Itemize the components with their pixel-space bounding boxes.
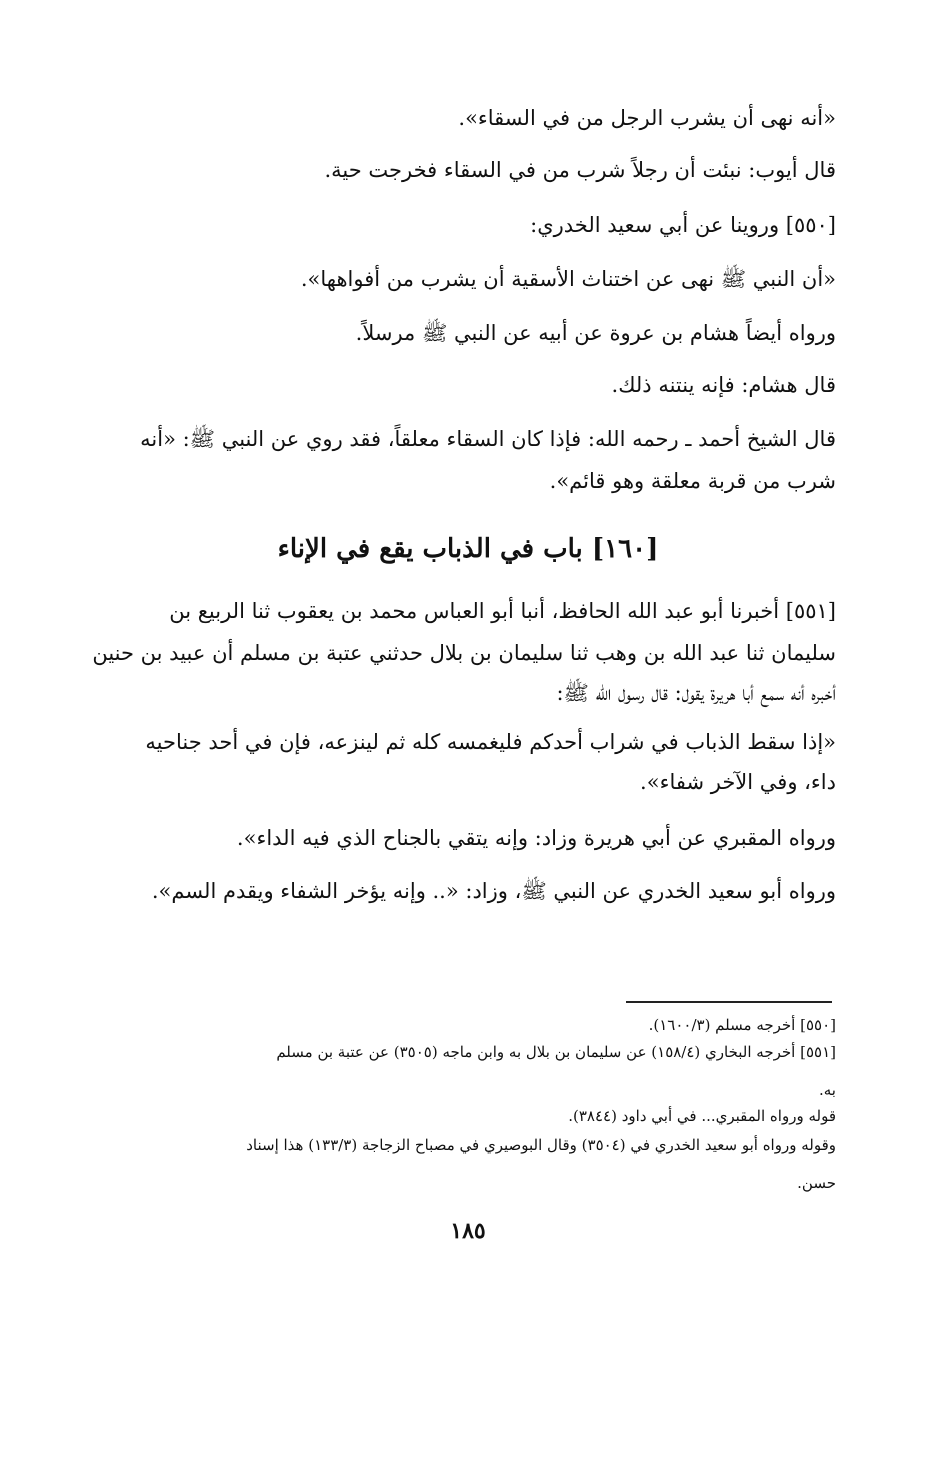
text-line: ورواه المقبري عن أبي هريرة وزاد: وإنه يتقي بالجناح الذي فيه الداء».: [236, 826, 836, 850]
hadith-number-line: [٥٥٠] وروينا عن أبي سعيد الخدري:: [530, 213, 836, 237]
text-line: أخبره أنه سمع أبا هريرة يقول: قال رسول الله ﷺ:: [556, 681, 836, 705]
hadith-quote-line: «أنه نهى أن يشرب الرجل من في السقاء».: [458, 106, 836, 130]
text-line: قال أيوب: نبئت أن رجلاً شرب من في السقاء فخرجت حية.: [324, 158, 836, 182]
footnote-line: [٥٥١] أخرجه البخاري (١٥٨/٤) عن سليمان بن بلال به وابن ماجه (٣٥٠٥) عن عتبة بن مسلم: [276, 1043, 836, 1061]
text-line: شرب من قربة معلقة وهو قائم».: [549, 469, 836, 493]
footnote-separator: [626, 1001, 832, 1003]
text-line: قال الشيخ أحمد ـ رحمه الله: فإذا كان السقاء معلقاً، فقد روي عن النبي ﷺ: «أنه: [140, 427, 836, 451]
hadith-number-line: [٥٥١] أخبرنا أبو عبد الله الحافظ، أنبا أبو العباس محمد بن يعقوب ثنا الربيع بن: [169, 599, 836, 623]
text-line: قال هشام: فإنه ينتنه ذلك.: [611, 373, 836, 397]
chapter-heading: [١٦٠] باب في الذباب يقع في الإناء: [277, 534, 659, 564]
text-line: ورواه أبو سعيد الخدري عن النبي ﷺ، وزاد: «.. وإنه يؤخر الشفاء ويقدم السم».: [151, 879, 836, 903]
footnote-line: حسن.: [797, 1174, 836, 1192]
footnote-line: قوله ورواه المقبري... في أبي داود (٣٨٤٤).: [568, 1107, 836, 1125]
text-line: سليمان ثنا عبد الله بن وهب ثنا سليمان بن بلال حدثني عتبة بن مسلم أن عبيد بن حنين: [92, 641, 836, 665]
hadith-quote-line: «إذا سقط الذباب في شراب أحدكم فليغمسه كله ثم لينزعه، فإن في أحد جناحيه: [145, 730, 836, 754]
footnote-line: به.: [819, 1081, 836, 1099]
hadith-quote-line: «أن النبي ﷺ نهى عن اختناث الأسقية أن يشرب من أفواهها».: [300, 267, 836, 291]
text-line: ورواه أيضاً هشام بن عروة عن أبيه عن النبي ﷺ مرسلاً.: [355, 321, 836, 345]
footnote-line: وقوله ورواه أبو سعيد الخدري في (٣٥٠٤) وقال البوصيري في مصباح الزجاجة (١٣٣/٣) هذا إسناد: [246, 1136, 836, 1154]
text-line: داء، وفي الآخر شفاء».: [640, 770, 836, 794]
page-number: ١٨٥: [450, 1218, 486, 1244]
footnote-line: [٥٥٠] أخرجه مسلم (١٦٠٠/٣).: [648, 1016, 836, 1034]
